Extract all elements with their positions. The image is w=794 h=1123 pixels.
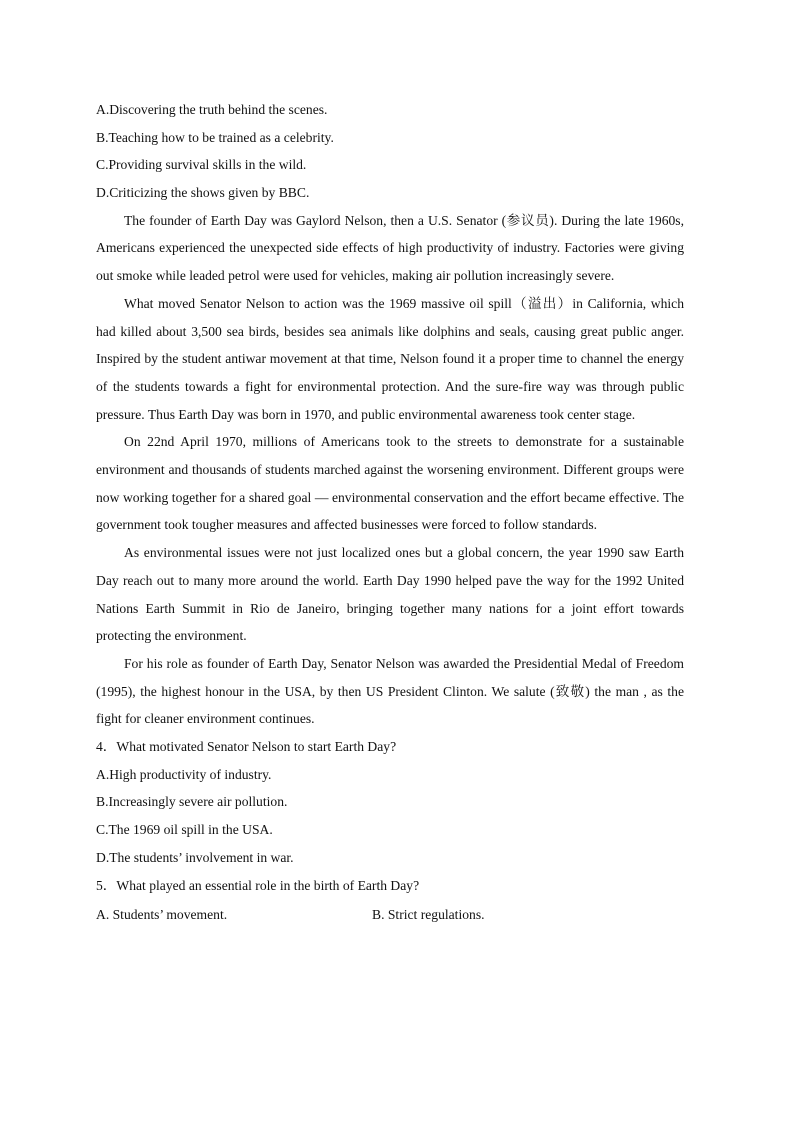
- question-4-option-d: D.The students’ involvement in war.: [96, 849, 294, 865]
- prev-option-c: C.Providing survival skills in the wild.: [96, 157, 307, 173]
- question-4-option-b: B.Increasingly severe air pollution.: [96, 794, 288, 810]
- passage-paragraph-5: For his role as founder of Earth Day, Senator Nelson was awarded the Presidential Medal of Freedom (1995), the highest honour in the USA, by then US President Clinton. We salute (致敬) the man , as the fight for cleaner environment continues.: [96, 656, 684, 727]
- prev-option-d: D.Criticizing the shows given by BBC.: [96, 185, 310, 201]
- question-4-option-a: A.High productivity of industry.: [96, 766, 272, 782]
- question-4-option-c: C.The 1969 oil spill in the USA.: [96, 822, 273, 838]
- prev-option-a: A.Discovering the truth behind the scenes.: [96, 102, 328, 117]
- question-4-stem: 4．What motivated Senator Nelson to start Earth Day?: [96, 739, 397, 755]
- document-page: [96, 96, 684, 930]
- prev-option-b: B.Teaching how to be trained as a celebrity.: [96, 129, 334, 145]
- passage-paragraph-2: What moved Senator Nelson to action was the 1969 massive oil spill（溢出）in California, which had killed about 3,500 sea birds, besides sea animals like dolphins and seals, causing great public anger. Inspired by the student antiwar movement at that time, Nelson found it a proper time to channel the energy of the students towards a fight for environmental protection. And the sure-fire way was through public pressure. Thus Earth Day was born in 1970, and public environmental awareness took center stage.: [96, 295, 684, 422]
- question-5-options-row: [96, 901, 684, 930]
- passage-paragraph-1: The founder of Earth Day was Gaylord Nelson, then a U.S. Senator (参议员). During the late 1960s, Americans experienced the unexpected side effects of high productivity of industry. Factories were giving out smoke while leaded petrol were used for vehicles, making air pollution increasingly severe.: [96, 212, 684, 284]
- question-5-option-b: B. Strict regulations.: [372, 907, 485, 923]
- question-5-stem: 5．What played an essential role in the birth of Earth Day?: [96, 877, 420, 893]
- question-5-option-a: A. Students’ movement.: [96, 907, 228, 923]
- passage-paragraph-3: On 22nd April 1970, millions of Americans took to the streets to demonstrate for a sustainable environment and thousands of students marched against the worsening environment. Different groups were now working together for a shared goal — environmental conservation and the effort became effective. The government took tougher measures and affected businesses were forced to follow standards.: [96, 434, 684, 533]
- passage-paragraph-4: As environmental issues were not just localized ones but a global concern, the year 1990 saw Earth Day reach out to many more around the world. Earth Day 1990 helped pave the way for the 1992 United Nations Earth Summit in Rio de Janeiro, bringing together many nations for a joint effort towards protecting the environment.: [96, 545, 684, 644]
